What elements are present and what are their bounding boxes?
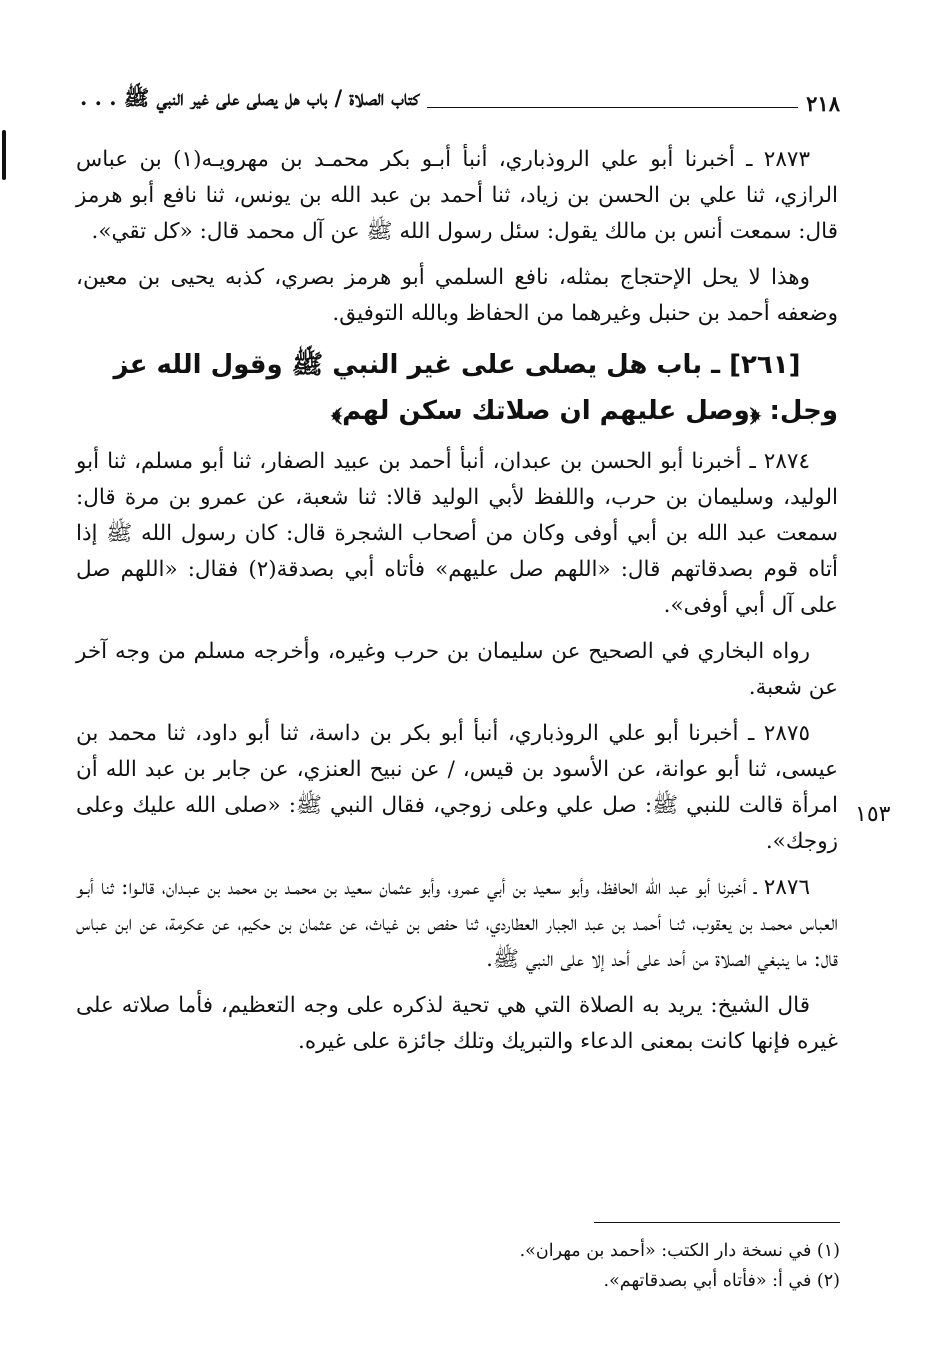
main-text	[76, 142, 838, 1070]
header-rule	[427, 107, 798, 108]
paragraph-hadith-2876: ٢٨٧٦ ـ أخبرنا أبو عبد الله الحافظ، وأبو سعيد بن أبي عمرو، وأبو عثمان سعيد بن محمـد بن محمد بن عبـدان، قالـوا: ثنا أبـو العباس محمـد بن يعقوب، ثنـا أحمـد بن عبد الجبار العطاردي، ثنا حفص بن غياث، عن عثمان بن حكيم، عن عكرمة، عن ابن عباس قال: ما ينبغي الصلاة من أحد على أحد إلا على النبي ﷺ.	[76, 875, 838, 972]
footnote-1: (١) في نسخة دار الكتب: «أحمد بن مهران».	[519, 1241, 840, 1261]
footnote-rule	[594, 1222, 840, 1223]
page-number: ٢١٨	[806, 91, 840, 116]
running-header	[80, 86, 840, 116]
paragraph-hadith-2873: ٢٨٧٣ ـ أخبرنا أبو علي الروذباري، أنبأ أبـو بكر محمـد بن مهرويـه(١) بن عباس الرازي، ثنا علي بن الحسن بن زياد، ثنا أحمد بن عبد الله بن يونس، ثنا نافع أبو هرمز قال: سمعت أنس بن مالك يقول: سئل رسول الله ﷺ عن آل محمد قال: «كل تقي».	[76, 147, 838, 244]
footnotes	[320, 1236, 840, 1296]
running-title: كتاب الصلاة / باب هل يصلى على غير النبي ﷺ . . .	[80, 85, 420, 110]
paragraph-commentary-3: قال الشيخ: يريد به الصلاة التي هي تحية لذكره على وجه التعظيم، فأما صلاته على غيره فإنها كانت بمعنى الدعاء والتبريك وتلك جائزة على غيره.	[76, 993, 838, 1054]
paragraph-commentary-1: وهذا لا يحل الإحتجاج بمثله، نافع السلمي أبو هرمز بصري، كذبه يحيى بن معين، وضعفه أحمد بن حنبل وغيرهما من الحفاظ وبالله التوفيق.	[76, 265, 838, 326]
paragraph-hadith-2875: ٢٨٧٥ ـ أخبرنا أبو علي الروذباري، أنبأ أبو بكر بن داسة، ثنا أبو داود، ثنا محمد بن عيسى، ثنا أبو عوانة، عن الأسود بن قيس، / عن نبيح العنزي، عن جابر بن عبد الله أن امرأة قالت للنبي ﷺ: صل علي وعلى زوجي، فقال النبي ﷺ: «صلى الله عليك وعلى زوجك».	[76, 721, 838, 854]
binding-mark	[2, 130, 6, 180]
paragraph-hadith-2874: ٢٨٧٤ ـ أخبرنا أبو الحسن بن عبدان، أنبأ أحمد بن عبيد الصفار، ثنا أبو مسلم، ثنا أبو الوليد، وسليمان بن حرب، واللفظ لأبي الوليد قالا: ثنا شعبة، عن عمرو بن مرة قال: سمعت عبد الله بن أبي أوفى وكان من أصحاب الشجرة قال: كان رسول الله ﷺ إذا أتاه قوم بصدقاتهم قال: «اللهم صل عليهم» فأتاه أبي بصدقة(٢) فقال: «اللهم صل على آل أبي أوفى».	[76, 449, 839, 618]
manuscript-folio-number: ١٥٣	[855, 802, 891, 827]
chapter-heading: [٢٦١] ـ باب هل يصلى على غير النبي ﷺ وقول الله عز وجل: ﴿وصل عليهم ان صلاتك سكن لهم﴾	[113, 350, 838, 426]
footnote-2: (٢) في أ: «فأتاه أبي بصدقاتهم».	[603, 1271, 840, 1291]
paragraph-commentary-2: رواه البخاري في الصحيح عن سليمان بن حرب وغيره، وأخرجه مسلم من وجه آخر عن شعبة.	[76, 639, 838, 700]
